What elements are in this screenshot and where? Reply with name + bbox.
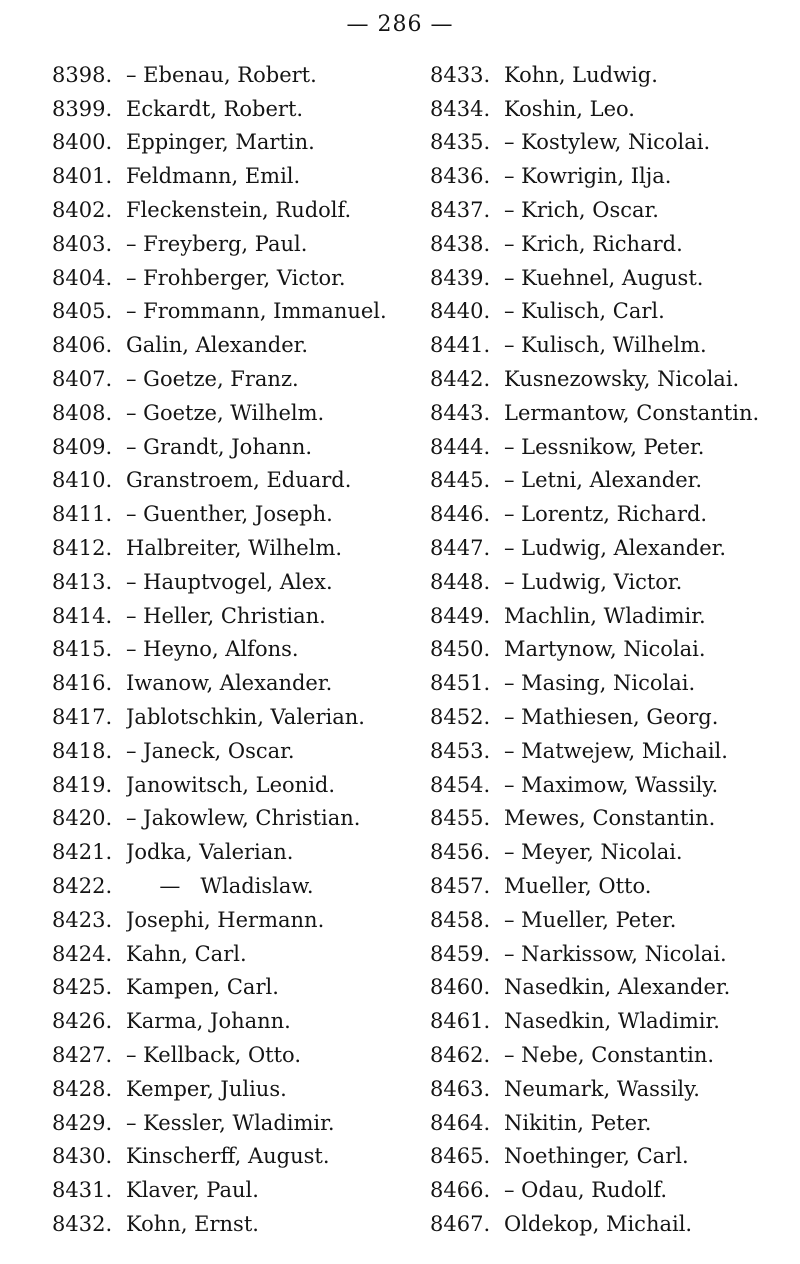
list-entry: [430, 1207, 790, 1241]
list-entry: [52, 328, 412, 362]
list-entry: [430, 497, 790, 531]
entry-name: – Kulisch, Wilhelm.: [504, 333, 707, 358]
list-entry: [52, 261, 412, 295]
list-entry: [52, 700, 412, 734]
entry-name: Fleckenstein, Rudolf.: [126, 198, 352, 223]
list-entry: [52, 937, 412, 971]
entry-name: Machlin, Wladimir.: [504, 603, 706, 628]
list-entry: [52, 295, 412, 329]
list-entry: [52, 1038, 412, 1072]
entry-name: – Lessnikow, Peter.: [504, 434, 705, 459]
entry-name: Nasedkin, Alexander.: [504, 975, 731, 1000]
list-entry: [52, 58, 412, 92]
list-entry: [430, 700, 790, 734]
entry-name: Oldekop, Michail.: [504, 1211, 693, 1236]
list-entry: [52, 1207, 412, 1241]
entry-number: 8467.: [430, 1211, 491, 1236]
list-entry: [52, 497, 412, 531]
list-entry: [430, 1038, 790, 1072]
entry-number: 8459.: [430, 941, 491, 966]
entry-number: 8453.: [430, 738, 491, 763]
entry-number: 8462.: [430, 1043, 491, 1067]
entry-name: – Guenther, Joseph.: [126, 502, 333, 527]
list-entry: [430, 328, 790, 362]
list-entry: [52, 1140, 412, 1174]
entry-number: 8414.: [52, 603, 113, 628]
entry-name: – Mathiesen, Georg.: [504, 705, 719, 730]
entry-name: – Kostylew, Nicolai.: [504, 130, 711, 155]
entry-name: Jablotschkin, Valerian.: [126, 705, 365, 730]
entry-number: 8437.: [430, 198, 491, 223]
list-entry: [52, 869, 412, 903]
left-column: [52, 58, 412, 1241]
entry-number: 8446.: [430, 502, 491, 527]
entry-name: Kemper, Julius.: [126, 1076, 287, 1101]
list-entry: [430, 362, 790, 396]
list-entry: [52, 768, 412, 802]
list-entry: [52, 193, 412, 227]
entry-name: Eckardt, Robert.: [126, 96, 304, 121]
list-entry: [430, 430, 790, 464]
entry-name: Lermantow, Constantin.: [504, 400, 760, 425]
entry-number: 8416.: [52, 671, 113, 696]
entry-name: – Jakowlew, Christian.: [126, 806, 361, 831]
list-entry: [52, 1004, 412, 1038]
entry-number: 8433.: [430, 62, 491, 87]
list-entry: [52, 666, 412, 700]
entry-name: – Krich, Richard.: [504, 231, 683, 256]
entry-name: – Goetze, Wilhelm.: [126, 400, 325, 425]
list-entry: [430, 768, 790, 802]
entry-number: 8413.: [52, 569, 113, 594]
list-entry: [52, 599, 412, 633]
entry-name: — Wladislaw.: [126, 874, 314, 899]
entry-name: Janowitsch, Leonid.: [126, 772, 336, 797]
entry-number: 8421.: [52, 840, 113, 865]
entry-name: – Letni, Alexander.: [504, 468, 703, 493]
entry-number: 8441.: [430, 333, 491, 358]
entry-number: 8464.: [430, 1110, 491, 1135]
list-entry: [430, 1140, 790, 1174]
entry-number: 8424.: [52, 941, 113, 966]
list-entry: [52, 835, 412, 869]
list-entry: [430, 126, 790, 160]
entry-name: – Goetze, Franz.: [126, 367, 299, 392]
entry-number: 8418.: [52, 738, 113, 763]
entry-number: 8404.: [52, 265, 113, 290]
list-entry: [52, 159, 412, 193]
list-entry: [52, 126, 412, 160]
entry-number: 8452.: [430, 705, 491, 730]
entry-number: 8408.: [52, 400, 113, 425]
entry-number: 8439.: [430, 265, 491, 290]
entry-number: 8435.: [430, 130, 491, 155]
list-entry: [430, 1004, 790, 1038]
entry-name: – Heller, Christian.: [126, 603, 326, 628]
list-entry: [52, 971, 412, 1005]
entry-number: 8455.: [430, 806, 491, 831]
entry-name: Mueller, Otto.: [504, 874, 652, 899]
entry-name: – Matwejew, Michail.: [504, 738, 728, 763]
right-column: [430, 58, 790, 1241]
list-entry: [52, 903, 412, 937]
list-entry: [52, 565, 412, 599]
list-entry: [430, 531, 790, 565]
entry-number: 8466.: [430, 1178, 491, 1203]
entry-name: Kampen, Carl.: [126, 975, 279, 1000]
list-entry: [52, 1106, 412, 1140]
entry-number: 8409.: [52, 434, 113, 459]
list-entry: [52, 464, 412, 498]
entry-name: – Grandt, Johann.: [126, 434, 313, 459]
list-entry: [52, 430, 412, 464]
entry-name: – Frohberger, Victor.: [126, 265, 346, 290]
entry-number: 8449.: [430, 603, 491, 628]
entry-name: – Heyno, Alfons.: [126, 637, 299, 662]
entry-name: – Masing, Nicolai.: [504, 671, 696, 696]
entry-name: Mewes, Constantin.: [504, 806, 716, 831]
entry-name: – Nebe, Constantin.: [504, 1043, 715, 1067]
entry-name: Kahn, Carl.: [126, 941, 247, 966]
list-entry: [430, 1106, 790, 1140]
entry-name: – Ebenau, Robert.: [126, 62, 317, 87]
entry-name: Kinscherff, August.: [126, 1144, 330, 1169]
page-number: — 286 —: [346, 12, 454, 37]
entry-number: 8398.: [52, 62, 113, 87]
entry-name: – Kessler, Wladimir.: [126, 1110, 335, 1135]
entry-name: – Lorentz, Richard.: [504, 502, 708, 527]
entry-number: 8402.: [52, 198, 113, 223]
entry-number: 8443.: [430, 400, 491, 425]
entry-number: 8434.: [430, 96, 491, 121]
entry-number: 8429.: [52, 1110, 113, 1135]
entry-name: – Hauptvogel, Alex.: [126, 569, 333, 594]
list-entry: [430, 734, 790, 768]
list-entry: [430, 1173, 790, 1207]
entry-name: Noethinger, Carl.: [504, 1144, 689, 1169]
entry-name: Nasedkin, Wladimir.: [504, 1009, 720, 1034]
list-entry: [430, 666, 790, 700]
list-entry: [430, 903, 790, 937]
list-entry: [430, 295, 790, 329]
entry-number: 8444.: [430, 434, 491, 459]
entry-number: 8417.: [52, 705, 113, 730]
entry-number: 8442.: [430, 367, 491, 392]
entry-number: 8454.: [430, 772, 491, 797]
entry-number: 8411.: [52, 502, 113, 527]
list-entry: [430, 633, 790, 667]
entry-number: 8420.: [52, 806, 113, 831]
list-entry: [430, 159, 790, 193]
entry-number: 8410.: [52, 468, 113, 493]
list-entry: [52, 362, 412, 396]
entry-name: – Narkissow, Nicolai.: [504, 941, 727, 966]
entry-number: 8426.: [52, 1009, 113, 1034]
entry-name: – Freyberg, Paul.: [126, 231, 308, 256]
list-entry: [52, 1173, 412, 1207]
entry-name: Halbreiter, Wilhelm.: [126, 536, 343, 561]
entry-name: – Kuehnel, August.: [504, 265, 704, 290]
entry-name: Neumark, Wassily.: [504, 1076, 700, 1101]
list-entry: [52, 396, 412, 430]
list-entry: [430, 869, 790, 903]
entry-name: Feldmann, Emil.: [126, 164, 301, 189]
entry-name: – Janeck, Oscar.: [126, 738, 295, 763]
entry-number: 8436.: [430, 164, 491, 189]
entry-number: 8412.: [52, 536, 113, 561]
entry-number: 8432.: [52, 1211, 113, 1236]
entry-number: 8403.: [52, 231, 113, 256]
entry-number: 8406.: [52, 333, 113, 358]
entry-number: 8423.: [52, 907, 113, 932]
entry-number: 8458.: [430, 907, 491, 932]
entry-name: Kusnezowsky, Nicolai.: [504, 367, 740, 392]
entry-name: Eppinger, Martin.: [126, 130, 315, 155]
entry-number: 8451.: [430, 671, 491, 696]
entry-number: 8461.: [430, 1009, 491, 1034]
entry-name: – Odau, Rudolf.: [504, 1178, 668, 1203]
entry-number: 8456.: [430, 840, 491, 865]
entry-name: – Frommann, Immanuel.: [126, 299, 387, 324]
entry-name: Martynow, Nicolai.: [504, 637, 706, 662]
list-entry: [52, 802, 412, 836]
entry-number: 8405.: [52, 299, 113, 324]
entry-number: 8428.: [52, 1076, 113, 1101]
list-entry: [430, 1072, 790, 1106]
list-entry: [52, 633, 412, 667]
entry-name: – Krich, Oscar.: [504, 198, 659, 223]
entry-name: Iwanow, Alexander.: [126, 671, 333, 696]
entry-number: 8438.: [430, 231, 491, 256]
list-entry: [52, 1072, 412, 1106]
list-entry: [430, 396, 790, 430]
entry-number: 8445.: [430, 468, 491, 493]
entry-name: – Kulisch, Carl.: [504, 299, 665, 324]
entry-name: – Mueller, Peter.: [504, 907, 677, 932]
entry-number: 8430.: [52, 1144, 113, 1169]
entry-name: Granstroem, Eduard.: [126, 468, 352, 493]
list-entry: [430, 58, 790, 92]
entry-name: Josephi, Hermann.: [126, 907, 325, 932]
entry-name: Kohn, Ernst.: [126, 1211, 259, 1236]
entry-number: 8431.: [52, 1178, 113, 1203]
list-entry: [52, 227, 412, 261]
entry-name: Klaver, Paul.: [126, 1178, 259, 1203]
entry-name: – Ludwig, Alexander.: [504, 536, 727, 561]
entry-name: Nikitin, Peter.: [504, 1110, 652, 1135]
entry-number: 8450.: [430, 637, 491, 662]
entry-name: Galin, Alexander.: [126, 333, 309, 358]
list-entry: [430, 464, 790, 498]
entry-number: 8422.: [52, 874, 113, 899]
entry-number: 8425.: [52, 975, 113, 1000]
list-entry: [430, 193, 790, 227]
list-entry: [52, 92, 412, 126]
list-entry: [430, 565, 790, 599]
entry-name: – Maximow, Wassily.: [504, 772, 719, 797]
entry-number: 8448.: [430, 569, 491, 594]
list-entry: [430, 802, 790, 836]
entry-number: 8419.: [52, 772, 113, 797]
entry-name: – Meyer, Nicolai.: [504, 840, 683, 865]
entry-number: 8460.: [430, 975, 491, 1000]
entry-name: Karma, Johann.: [126, 1009, 291, 1034]
entry-name: Kohn, Ludwig.: [504, 62, 658, 87]
entry-number: 8399.: [52, 96, 113, 121]
list-entry: [430, 599, 790, 633]
list-entry: [52, 734, 412, 768]
entry-number: 8400.: [52, 130, 113, 155]
entry-name: Jodka, Valerian.: [126, 840, 294, 865]
entry-name: – Ludwig, Victor.: [504, 569, 683, 594]
list-entry: [430, 835, 790, 869]
entry-number: 8415.: [52, 637, 113, 662]
entry-number: 8447.: [430, 536, 491, 561]
entry-number: 8465.: [430, 1144, 491, 1169]
list-entry: [430, 227, 790, 261]
entry-number: 8401.: [52, 164, 113, 189]
entry-name: – Kowrigin, Ilja.: [504, 164, 672, 189]
entry-number: 8427.: [52, 1043, 113, 1067]
list-entry: [52, 531, 412, 565]
list-entry: [430, 971, 790, 1005]
entry-name: Koshin, Leo.: [504, 96, 635, 121]
entry-number: 8463.: [430, 1076, 491, 1101]
list-entry: [430, 261, 790, 295]
entry-number: 8440.: [430, 299, 491, 324]
list-entry: [430, 937, 790, 971]
entry-name: – Kellback, Otto.: [126, 1043, 302, 1067]
entry-number: 8457.: [430, 874, 491, 899]
entry-number: 8407.: [52, 367, 113, 392]
list-entry: [430, 92, 790, 126]
